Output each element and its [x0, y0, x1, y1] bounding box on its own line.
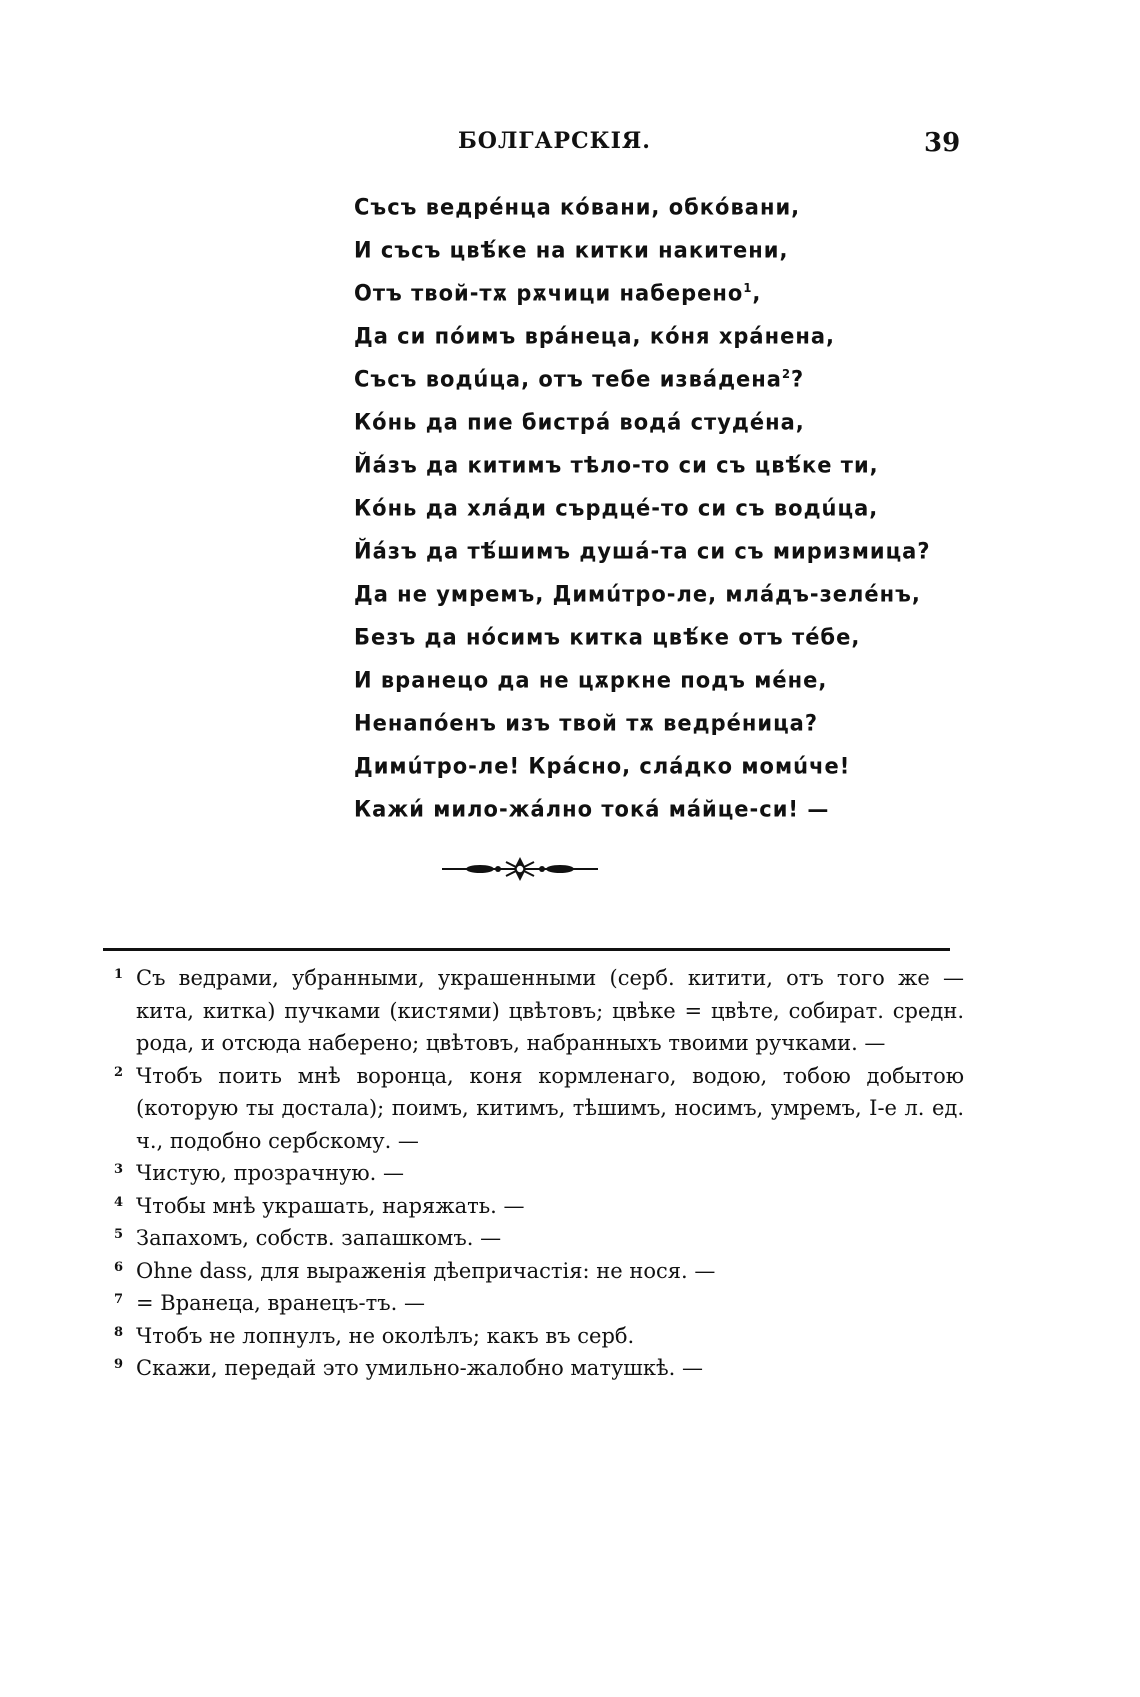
- footnote: [114, 1060, 964, 1158]
- page-header: [0, 128, 1140, 168]
- poem-line: Димúтро-ле! Крáсно, слáдко момúче!: [354, 753, 851, 779]
- footnote-number: 3: [114, 1162, 124, 1177]
- footnote: [114, 1157, 964, 1190]
- footnote: [114, 1222, 964, 1255]
- footnote: [114, 1287, 964, 1320]
- footnote-number: 4: [114, 1194, 124, 1210]
- poem-line: Кóнь да хлáди сърдцé-то си съ водúца,: [354, 495, 879, 521]
- footnotes: [114, 962, 964, 1385]
- footnote-number: 8: [114, 1324, 124, 1340]
- poem-line: И вранецо да не цѫркне подъ мéне,: [354, 667, 828, 693]
- footnote-text: Съ ведрами, убранными, украшенными (серб. китити, отъ того же — кита, китка) пучками (кистями) цвѣтовъ; цвѣке = цвѣте, собират. средн. рода, и отсюда наберено; цвѣтовъ, набранныхъ твоими ручками. —: [136, 966, 964, 1055]
- poem-line: Да си пóимъ врáнеца, кóня хрáнена,: [354, 323, 835, 349]
- footnote-text: Запахомъ, собств. запашкомъ. —: [136, 1226, 502, 1250]
- footnote: [114, 1320, 964, 1353]
- footnote: [114, 1190, 964, 1223]
- poem-line: Ненапóенъ изъ твой тѫ ведрéница?: [354, 710, 819, 736]
- footnote: [114, 1352, 964, 1385]
- footnote-text: Чтобы мнѣ украшать, наряжать. —: [136, 1193, 525, 1218]
- poem-line: Отъ твой-тѫ рѫчици наберено$^1$,: [354, 280, 762, 306]
- footnote-text: Ohne dass, для выраженія дѣепричастія: не нося. —: [136, 1258, 716, 1283]
- footnote-number: 6: [114, 1259, 124, 1275]
- footnote-number: 9: [114, 1357, 124, 1372]
- footnote-text: Скажи, передай это умильно-жалобно матушкѣ. —: [136, 1356, 703, 1380]
- footnote-text: = Вранеца, вранецъ-тъ. —: [136, 1291, 425, 1315]
- footnote-number: 1: [114, 967, 124, 982]
- footnote-number: 2: [114, 1064, 124, 1080]
- poem-line: Йáзъ да тѣ́шимъ душá-та си съ миризмица?: [354, 538, 931, 564]
- footnote-number: 5: [114, 1227, 124, 1242]
- footnote: [114, 962, 964, 1060]
- poem-line: Съсъ ведрéнца кóвани, обкóвани,: [354, 194, 801, 220]
- poem-line: Кóнь да пие бистрá водá студéна,: [354, 409, 805, 435]
- page-number: 39: [924, 128, 961, 158]
- poem-line: Съсъ водúца, отъ тебе извáдена$^2$?: [354, 366, 805, 392]
- footnote-marker: 1: [743, 280, 753, 296]
- poem-line: И съсъ цвѣ́ке на китки накитени,: [354, 237, 789, 263]
- footnote: [114, 1255, 964, 1288]
- footnote-text: Чистую, прозрачную. —: [136, 1161, 404, 1185]
- footnote-rule: [103, 948, 950, 951]
- poem: [354, 186, 931, 831]
- poem-line: Кажи́ мило-жáлно тока́ мáйце-си! —: [354, 796, 830, 822]
- poem-line: Йáзъ да китимъ тѣло-то си съ цвѣ́ке ти,: [354, 452, 879, 478]
- footnote-text: Чтобъ не лопнулъ, не околѣлъ; какъ въ серб.: [136, 1323, 635, 1348]
- footnote-marker: 2: [781, 366, 792, 382]
- poem-line: Безъ да нóсимъ китка цвѣ́ке отъ тéбе,: [354, 624, 861, 650]
- footnote-text: Чтобъ поить мнѣ воронца, коня кормленаго, водою, тобою добытою (которую ты достала); поимъ, китимъ, тѣшимъ, носимъ, умремъ, I-е л. ед. ч., подобно сербскому. —: [136, 1063, 964, 1153]
- footnote-number: 7: [114, 1292, 124, 1307]
- ornament-divider: [440, 854, 600, 884]
- running-head: БОЛГАРСКІЯ.: [458, 128, 651, 154]
- poem-line: Да не умремъ, Димúтро-ле, млáдъ-зелéнъ,: [354, 581, 921, 607]
